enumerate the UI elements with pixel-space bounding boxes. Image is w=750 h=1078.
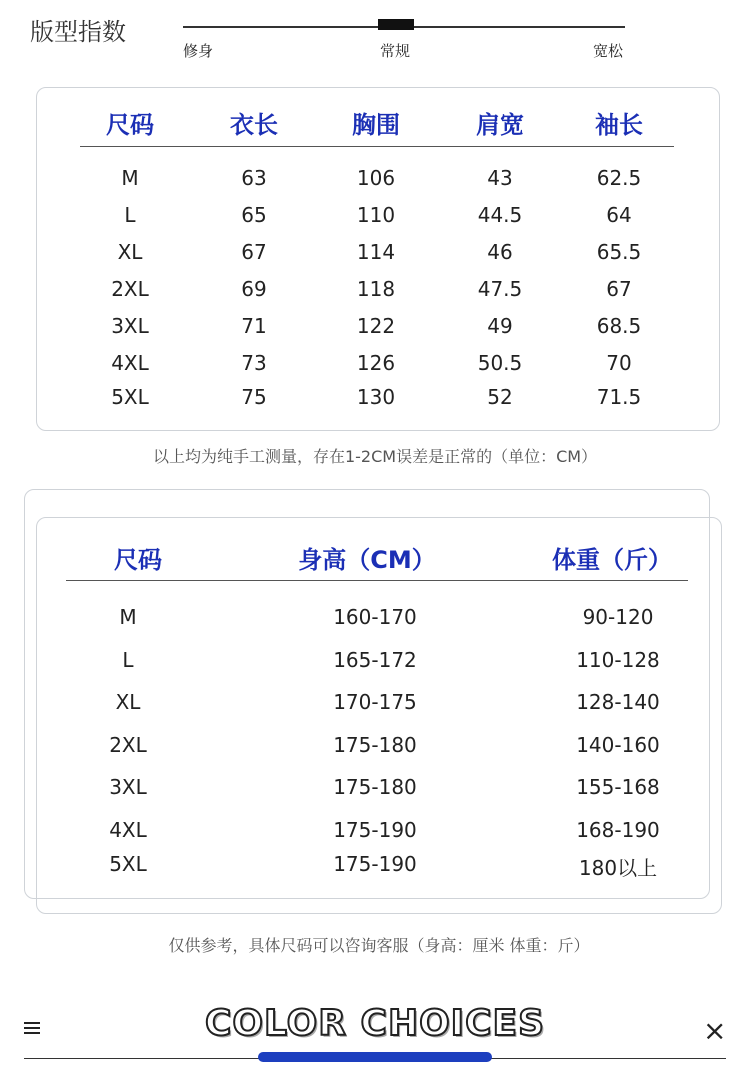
garment-header-cell: 衣长 bbox=[230, 111, 278, 139]
body-header-rule bbox=[66, 580, 688, 581]
garment-table-cell: 50.5 bbox=[477, 351, 523, 375]
close-icon[interactable]: × bbox=[703, 1014, 727, 1047]
body-table-cell: XL bbox=[115, 690, 141, 714]
garment-table-cell: M bbox=[121, 166, 139, 190]
body-table-cell: 160-170 bbox=[333, 605, 417, 629]
garment-table-cell: 67 bbox=[606, 277, 632, 301]
garment-table-cell: 75 bbox=[241, 385, 267, 409]
garment-table-cell: 63 bbox=[241, 166, 267, 190]
garment-table-cell: 110 bbox=[356, 203, 396, 227]
garment-table-cell: 65.5 bbox=[596, 240, 642, 264]
garment-table-cell: 49 bbox=[487, 314, 513, 338]
body-table-cell: 4XL bbox=[109, 818, 147, 842]
body-table-cell: 175-190 bbox=[333, 852, 417, 876]
garment-table-cell: 130 bbox=[356, 385, 396, 409]
garment-header-cell: 肩宽 bbox=[476, 111, 524, 139]
garment-table-cell: 46 bbox=[487, 240, 513, 264]
fit-scale-marker bbox=[378, 19, 414, 30]
garment-table-cell: 70 bbox=[606, 351, 632, 375]
garment-note: 以上均为纯手工测量，存在1-2CM误差是正常的（单位：CM） bbox=[152, 447, 598, 466]
fit-index-title: 版型指数 bbox=[30, 18, 126, 46]
garment-table-cell: 47.5 bbox=[477, 277, 523, 301]
garment-table-cell: 126 bbox=[356, 351, 396, 375]
garment-table-cell: 3XL bbox=[111, 314, 149, 338]
garment-table-cell: 73 bbox=[241, 351, 267, 375]
garment-table-cell: 68.5 bbox=[596, 314, 642, 338]
body-table-cell: 3XL bbox=[109, 775, 147, 799]
garment-table-cell: 43 bbox=[487, 166, 513, 190]
body-table-cell: 5XL bbox=[109, 852, 147, 876]
garment-table-cell: 114 bbox=[356, 240, 396, 264]
body-table-cell: 175-180 bbox=[333, 733, 417, 757]
garment-table-cell: 62.5 bbox=[596, 166, 642, 190]
body-header-cell: 身高（CM） bbox=[298, 546, 436, 574]
garment-table-cell: 44.5 bbox=[477, 203, 523, 227]
body-table-cell: L bbox=[122, 648, 134, 672]
garment-header-cell: 尺码 bbox=[106, 111, 154, 139]
garment-table-cell: 122 bbox=[356, 314, 396, 338]
garment-header-cell: 胸围 bbox=[352, 111, 400, 139]
body-note: 仅供参考，具体尺码可以咨询客服（身高：厘米 体重：斤） bbox=[168, 936, 590, 955]
garment-header-cell: 袖长 bbox=[595, 111, 643, 139]
fit-label-regular: 常规 bbox=[380, 42, 411, 60]
color-choices-title: COLOR CHOICES bbox=[204, 1003, 546, 1044]
garment-table-cell: 52 bbox=[487, 385, 513, 409]
garment-table-cell: 69 bbox=[241, 277, 267, 301]
garment-table-cell: 71 bbox=[241, 314, 267, 338]
garment-table-cell: 65 bbox=[241, 203, 267, 227]
garment-table-cell: 106 bbox=[356, 166, 396, 190]
garment-table-cell: 2XL bbox=[111, 277, 149, 301]
garment-table-cell: L bbox=[124, 203, 136, 227]
garment-table-cell: XL bbox=[117, 240, 143, 264]
garment-table-cell: 4XL bbox=[111, 351, 149, 375]
body-table-cell: 165-172 bbox=[333, 648, 417, 672]
garment-table-cell: 64 bbox=[606, 203, 632, 227]
fit-label-slim: 修身 bbox=[183, 42, 214, 60]
body-table-cell: 175-180 bbox=[333, 775, 417, 799]
body-table-cell: M bbox=[119, 605, 137, 629]
body-table-cell: 128-140 bbox=[576, 690, 660, 714]
body-table-cell: 2XL bbox=[109, 733, 147, 757]
body-table-cell: 110-128 bbox=[576, 648, 660, 672]
garment-table-cell: 67 bbox=[241, 240, 267, 264]
body-table-cell: 170-175 bbox=[333, 690, 417, 714]
body-header-cell: 尺码 bbox=[114, 546, 162, 574]
garment-table-cell: 118 bbox=[356, 277, 396, 301]
body-table-cell: 155-168 bbox=[576, 775, 660, 799]
body-table-cell: 180以上 bbox=[578, 856, 658, 880]
body-table-cell: 90-120 bbox=[582, 605, 654, 629]
fit-label-loose: 宽松 bbox=[593, 42, 624, 60]
body-table-cell: 175-190 bbox=[333, 818, 417, 842]
body-table-cell: 168-190 bbox=[576, 818, 660, 842]
body-table-cell: 140-160 bbox=[576, 733, 660, 757]
footer-accent-bar bbox=[258, 1052, 492, 1062]
garment-table-cell: 71.5 bbox=[596, 385, 642, 409]
body-header-cell: 体重（斤） bbox=[552, 546, 672, 574]
garment-header-rule bbox=[80, 146, 674, 147]
garment-table-cell: 5XL bbox=[111, 385, 149, 409]
